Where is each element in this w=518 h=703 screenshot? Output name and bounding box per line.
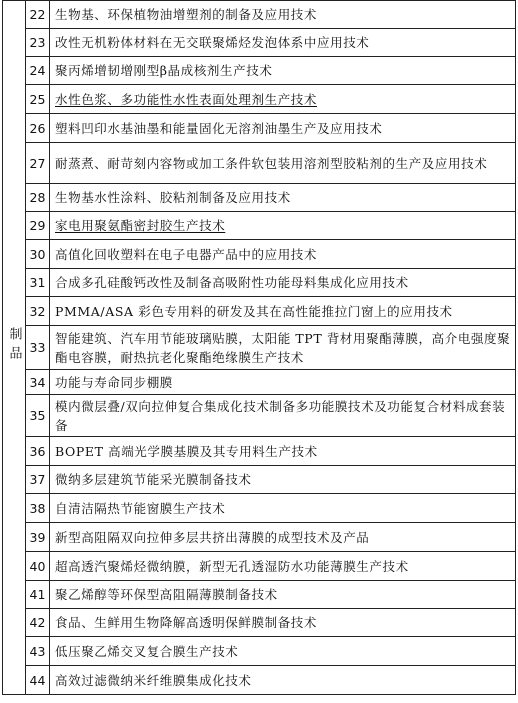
row-description-cell — [50, 609, 516, 637]
table-row — [3, 240, 516, 269]
row-number: 41 — [26, 581, 50, 609]
row-description-cell — [50, 552, 516, 581]
row-description: PMMA/ASA 彩色专用料的研发及其在高性能推拉门窗上的应用技术 — [55, 303, 453, 319]
row-description-cell — [50, 370, 516, 395]
row-number: 42 — [26, 609, 50, 637]
row-description: 生物基水性涂料、胶粘剂制备及应用技术 — [55, 190, 291, 205]
table-row — [3, 85, 516, 114]
table-row — [3, 326, 516, 370]
category-label: 制品 — [6, 326, 22, 365]
row-description-cell — [50, 1, 516, 29]
table-row — [3, 1, 516, 29]
row-number: 37 — [26, 466, 50, 494]
row-number: 25 — [26, 85, 50, 114]
row-description: 智能建筑、汽车用节能玻璃贴膜，太阳能 TPT 背材用聚酯薄膜，高介电强度聚酯电容膜，耐热抗老化聚酯绝缘膜生产技术 — [55, 330, 511, 365]
table-row — [3, 666, 516, 695]
row-description: 耐蒸煮、耐苛刻内容物或加工条件软包装用溶剂型胶粘剂的生产及应用技术 — [55, 155, 488, 171]
row-description-cell — [50, 637, 516, 666]
table-row — [3, 395, 516, 437]
row-description-cell — [50, 29, 516, 57]
row-description: 聚丙烯增韧增刚型β晶成核剂生产技术 — [55, 63, 273, 78]
row-description: 改性无机粉体材料在无交联聚烯烃发泡体系中应用技术 — [55, 35, 370, 50]
row-number: 36 — [26, 437, 50, 466]
table-row — [3, 212, 516, 240]
row-number: 30 — [26, 240, 50, 269]
row-description-cell — [50, 114, 516, 143]
row-number: 24 — [26, 57, 50, 85]
row-description: 聚乙烯醇等环保型高阻隔薄膜制备技术 — [55, 587, 278, 602]
row-description-cell — [50, 85, 516, 114]
row-number: 29 — [26, 212, 50, 240]
row-description-cell — [50, 326, 516, 370]
row-number: 27 — [26, 143, 50, 184]
row-number: 28 — [26, 184, 50, 212]
row-description-cell — [50, 494, 516, 523]
row-description: 低压聚乙烯交叉复合膜生产技术 — [55, 643, 239, 659]
row-number: 26 — [26, 114, 50, 143]
table-row — [3, 494, 516, 523]
row-description-cell — [50, 466, 516, 494]
table-row — [3, 29, 516, 57]
row-description-cell — [50, 666, 516, 695]
row-description: 功能与寿命同步棚膜 — [55, 374, 173, 390]
table-row — [3, 184, 516, 212]
table-row — [3, 552, 516, 581]
row-description: 水性色浆、多功能性水性表面处理剂生产技术 — [55, 91, 318, 107]
row-description-cell — [50, 437, 516, 466]
row-number: 32 — [26, 297, 50, 326]
row-description: 塑料凹印水基油墨和能量固化无溶剂油墨生产及应用技术 — [55, 120, 383, 136]
row-description: 模内微层叠/双向拉伸复合集成化技术制备多功能膜技术及功能复合材料成套装备 — [55, 398, 506, 433]
table-row — [3, 57, 516, 85]
table-row — [3, 370, 516, 395]
row-number: 23 — [26, 29, 50, 57]
row-number: 33 — [26, 326, 50, 370]
row-description-cell — [50, 297, 516, 326]
row-description: 自清洁隔热节能窗膜生产技术 — [55, 500, 226, 516]
row-description-cell — [50, 184, 516, 212]
row-description-cell — [50, 240, 516, 269]
row-description: 家电用聚氨酯密封胶生产技术 — [55, 218, 226, 233]
row-description-cell — [50, 212, 516, 240]
row-description-cell — [50, 523, 516, 552]
row-description: 新型高阻隔双向拉伸多层共挤出薄膜的成型技术及产品 — [55, 529, 370, 545]
technology-table — [2, 0, 516, 695]
row-description: 合成多孔硅酸钙改性及制备高吸附性功能母料集成化应用技术 — [55, 275, 409, 290]
row-number: 38 — [26, 494, 50, 523]
table-row — [3, 143, 516, 184]
row-number: 35 — [26, 395, 50, 437]
row-description-cell — [50, 269, 516, 297]
category-cell — [3, 1, 26, 695]
row-description: BOPET 高端光学膜基膜及其专用料生产技术 — [55, 443, 318, 459]
row-description-cell — [50, 581, 516, 609]
row-number: 34 — [26, 370, 50, 395]
table-row — [3, 437, 516, 466]
table-row — [3, 609, 516, 637]
table-row — [3, 466, 516, 494]
table-row — [3, 523, 516, 552]
row-description-cell — [50, 57, 516, 85]
row-number: 39 — [26, 523, 50, 552]
row-description-cell — [50, 143, 516, 184]
row-description: 高效过滤微纳米纤维膜集成化技术 — [55, 672, 252, 688]
table-row — [3, 297, 516, 326]
row-description: 高值化回收塑料在电子电器产品中的应用技术 — [55, 246, 318, 262]
row-number: 22 — [26, 1, 50, 29]
table-row — [3, 581, 516, 609]
table-row — [3, 637, 516, 666]
table-row — [3, 269, 516, 297]
row-number: 43 — [26, 637, 50, 666]
row-number: 40 — [26, 552, 50, 581]
row-description: 食品、生鲜用生物降解高透明保鲜膜制备技术 — [55, 615, 318, 630]
row-description-cell — [50, 395, 516, 437]
table-row — [3, 114, 516, 143]
row-description: 微纳多层建筑节能采光膜制备技术 — [55, 472, 252, 487]
row-description: 超高透汽聚烯烃微纳膜，新型无孔透湿防水功能薄膜生产技术 — [55, 558, 409, 574]
row-description: 生物基、环保植物油增塑剂的制备及应用技术 — [55, 7, 318, 22]
row-number: 31 — [26, 269, 50, 297]
row-number: 44 — [26, 666, 50, 695]
